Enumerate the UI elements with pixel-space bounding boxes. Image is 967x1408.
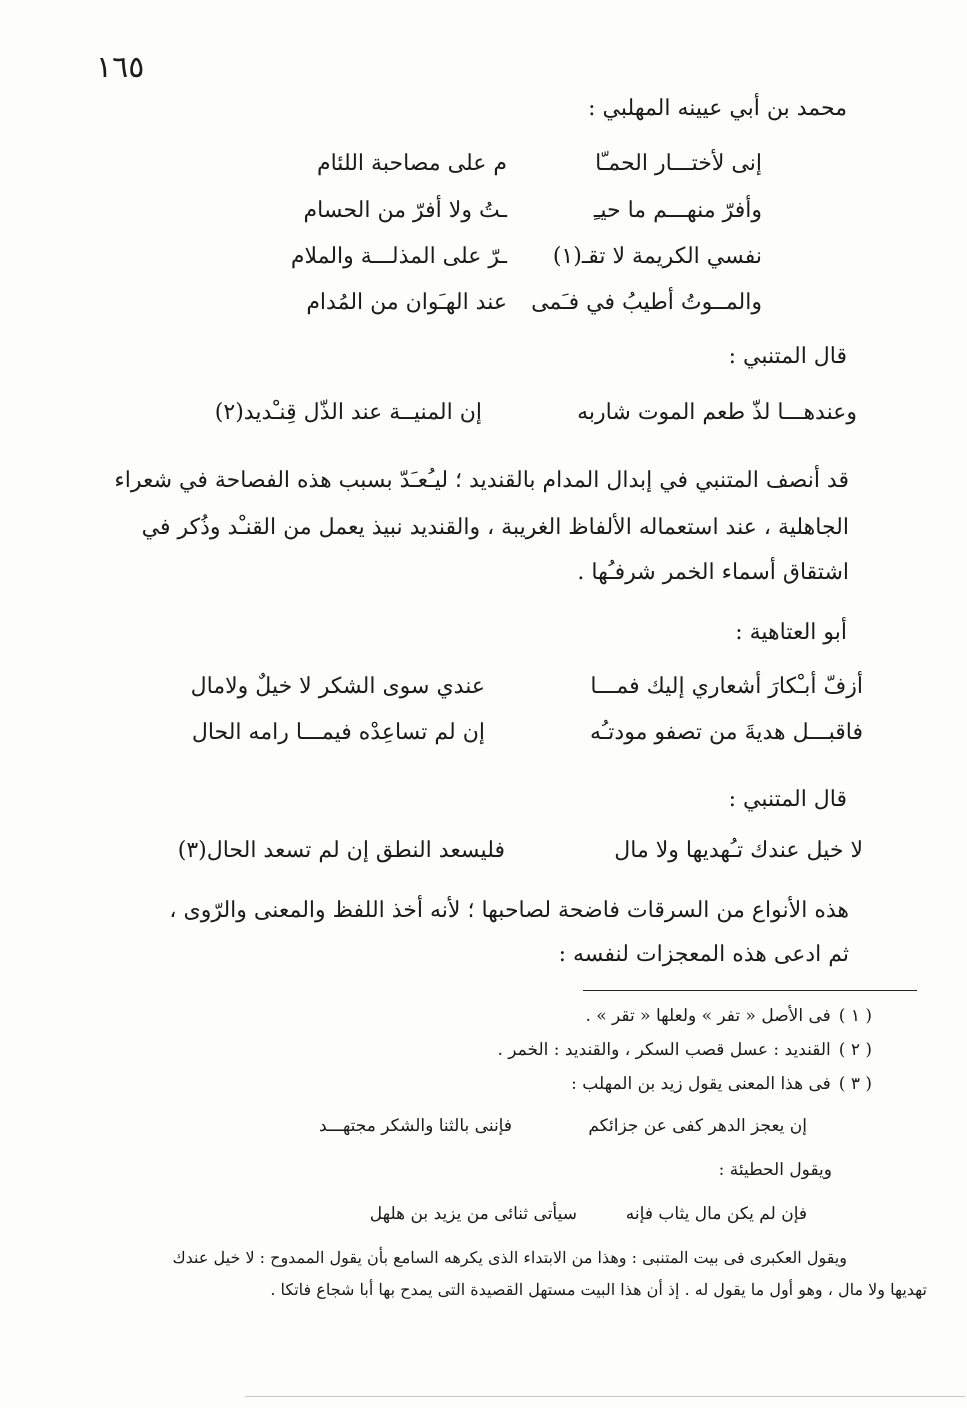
verse-hemistich-left: إن لم تساعِدْه فيمـــا رامه الحال	[191, 720, 485, 745]
footnote-3	[571, 1074, 872, 1094]
page-bottom-edge	[245, 1396, 965, 1397]
verse-hemistich-right: وأفرّ منهـــم ما حيـِ	[593, 198, 762, 223]
poet-heading-ibn-abi-uyaynah: محمد بن أبي عيينه المهلبي :	[588, 96, 847, 121]
verse-hemistich-left: عندي سوى الشكر لا خيلٌ ولامال	[190, 674, 485, 699]
paragraph-line: ثم ادعى هذه المعجزات لنفسه :	[558, 942, 849, 967]
verse-hemistich-left: ـرّ على المذلـــة والملام	[290, 244, 507, 269]
footnote-number: ( ١ )	[838, 1006, 872, 1026]
footnote-2	[497, 1040, 872, 1060]
footnote-commentary-line: تهديها ولا مال ، وهو أول ما يقول له . إذ أن هذا البيت مستهل القصيدة التى يمدح بها أبا شجاع فاتكا .	[270, 1280, 927, 1299]
page-number: ١٦٥	[96, 50, 145, 85]
paragraph-line: الجاهلية ، عند استعماله الألفاظ الغريبة ، والقنديد نبيذ يعمل من القنـْد وذُكر في	[141, 515, 849, 540]
verse-hemistich-left: فليسعد النطق إن لم تسعد الحال(٣)	[177, 838, 505, 863]
footnote-separator	[583, 990, 917, 991]
poet-heading-abu-al-atahiya: أبو العتاهية :	[735, 620, 847, 645]
footnote-verse-hemistich-right: إن يعجز الدهر كفى عن جزائكم	[588, 1116, 807, 1136]
footnote-verse-hemistich-left: فإننى بالثنا والشكر مجتهـــد	[318, 1116, 512, 1136]
paragraph-line: قد أنصف المتنبي في إبدال المدام بالقنديد ؛ ليـُعـَدّ بسبب هذه الفصاحة في شعراء	[114, 468, 849, 493]
footnote-number: ( ٢ )	[838, 1040, 872, 1060]
footnote-commentary-line: ويقول العكبرى فى بيت المتنبى : وهذا من الابتداء الذى يكرهه السامع بأن يقول الممدوح : لا خيل عندك	[172, 1248, 847, 1267]
verse-hemistich-left: إن المنيــة عند الذّل قِنـْديد(٢)	[214, 400, 482, 425]
footnote-text: فى هذا المعنى يقول زيد بن المهلب :	[571, 1074, 831, 1094]
footnote-text: فى الأصل « تفر » ولعلها « تقر » .	[585, 1006, 831, 1026]
poet-heading-mutanabbi: قال المتنبي :	[728, 344, 847, 369]
verse-hemistich-right: نفسي الكريمة لا تقـ(١)	[552, 244, 762, 269]
footnote-text: القنديد : عسل قصب السكر ، والقنديد : الخمر .	[497, 1040, 831, 1060]
verse-hemistich-left: ـتُ ولا أفرّ من الحسام	[303, 198, 507, 223]
paragraph-line: هذه الأنواع من السرقات فاضحة لصاحبها ؛ لأنه أخذ اللفظ والمعنى والرّوى ،	[169, 898, 849, 923]
verse-hemistich-right: أزفّ أبـْكارَ أشعاري إليك فمـــا	[590, 674, 863, 699]
poet-heading-mutanabbi-2: قال المتنبي :	[728, 787, 847, 812]
paragraph-line: اشتقاق أسماء الخمر شرفـُها .	[577, 560, 849, 585]
footnote-verse-hemistich-left: سيأتى ثنائى من يزيد بن هلهل	[369, 1204, 577, 1224]
footnote-number: ( ٣ )	[838, 1074, 872, 1094]
verse-hemistich-right: إنى لأختـــار الحمـّا	[595, 151, 762, 176]
footnote-1	[585, 1006, 872, 1026]
verse-hemistich-right: فاقبـــل هديةَ من تصفو مودتـُه	[590, 720, 863, 745]
footnote-attribution: ويقول الحطيئة :	[718, 1160, 832, 1180]
verse-hemistich-left: م على مصاحبة اللئام	[316, 151, 507, 176]
verse-hemistich-left: عند الهـَوان من المُدام	[306, 290, 507, 315]
verse-hemistich-right: وعندهـــا لذّ طعم الموت شاربه	[577, 400, 857, 425]
verse-hemistich-right: لا خيل عندك تـُهديها ولا مال	[614, 838, 863, 863]
verse-hemistich-right: والمــوتُ أطيبُ في فـَمى	[531, 290, 762, 315]
footnote-verse-hemistich-right: فإن لم يكن مال يثاب فإنه	[625, 1204, 807, 1224]
